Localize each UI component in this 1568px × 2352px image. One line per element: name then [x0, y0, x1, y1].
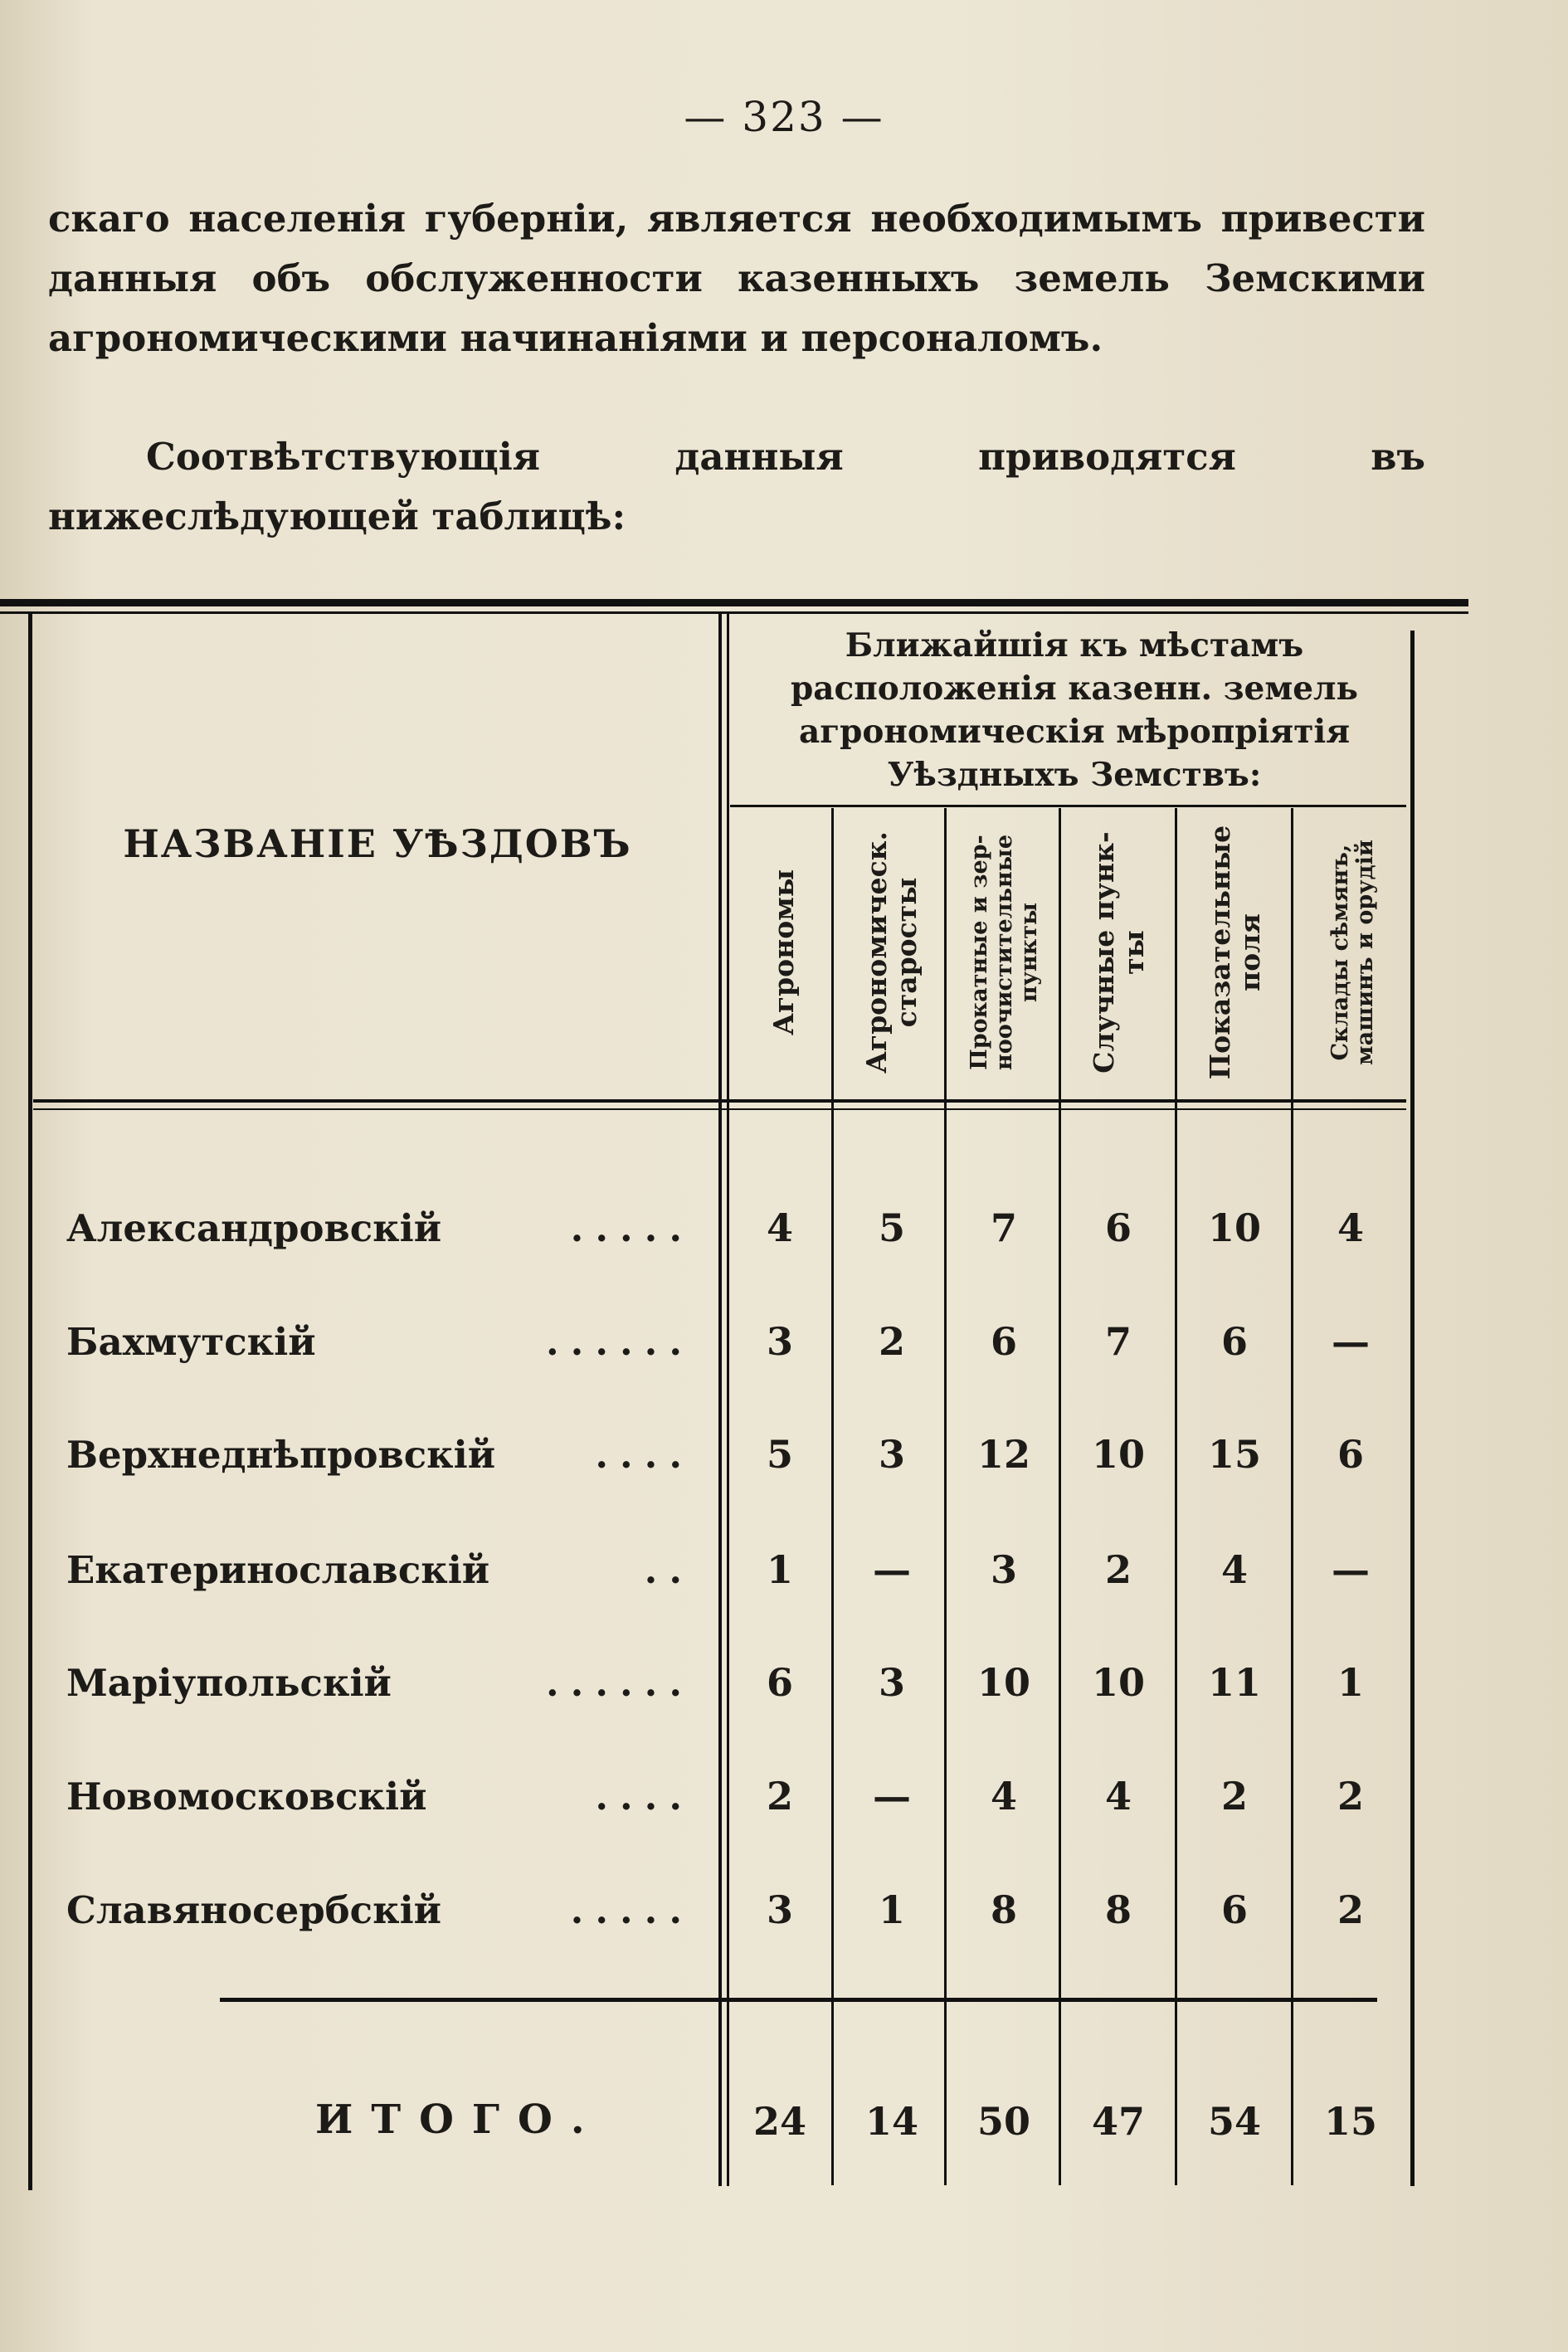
table-cell: 15 [1207, 1432, 1261, 1477]
table-cell: — [1332, 1547, 1370, 1592]
total-cell: 54 [1207, 2099, 1261, 2144]
table-top-rule-thin [0, 611, 1468, 614]
table-cell: 1 [1337, 1660, 1364, 1705]
table-cell: 10 [1091, 1660, 1145, 1705]
table-cell: 8 [1104, 1887, 1132, 1932]
table-intro-paragraph: Соотвѣтствующія данныя приводятся въ нижеслѣдующей таблицѣ: [48, 435, 1425, 538]
table-cell: 4 [990, 1774, 1017, 1819]
table-left-border [28, 614, 32, 2190]
table-top-rule [0, 599, 1468, 606]
table-cell: 4 [766, 1205, 793, 1250]
table-cell: 5 [766, 1432, 793, 1477]
leader-dots: ..... [570, 1887, 694, 1932]
col-divider-4 [1175, 808, 1177, 2185]
table-cell: 1 [878, 1887, 905, 1932]
district-name-header: НАЗВАНІЕ УѢЗДОВЪ [123, 821, 632, 866]
table-row-name [66, 1203, 697, 1253]
table-cell: 7 [990, 1205, 1017, 1250]
total-cell: 14 [864, 2099, 918, 2144]
page-number: — 323 — [684, 93, 884, 141]
table-cell: 6 [1220, 1319, 1248, 1364]
table-cell: 2 [766, 1774, 793, 1819]
table-cell: 10 [1091, 1432, 1145, 1477]
name-column-divider-double [727, 614, 729, 2186]
table-cell: 6 [1337, 1432, 1364, 1477]
table-cell: 12 [976, 1432, 1030, 1477]
leader-dots: .. [644, 1547, 694, 1592]
table-cell: 2 [1337, 1887, 1364, 1932]
table-cell: 2 [1337, 1774, 1364, 1819]
table-cell: — [1332, 1319, 1370, 1364]
col-divider-5 [1291, 808, 1293, 2185]
total-cell: 47 [1091, 2099, 1145, 2144]
table-cell: — [873, 1774, 911, 1819]
table-cell: 3 [766, 1319, 793, 1364]
table-row-name [66, 1771, 697, 1821]
table-right-border [1410, 631, 1415, 2186]
table-cell: 3 [990, 1547, 1017, 1592]
table-cell: 10 [1207, 1205, 1261, 1250]
table-row-name [66, 1429, 697, 1479]
table-cell: — [873, 1547, 911, 1592]
total-cell: 24 [752, 2099, 806, 2144]
col-divider-3 [1059, 808, 1061, 2185]
leader-dots: ..... [570, 1205, 694, 1250]
table-cell: 10 [976, 1660, 1030, 1705]
table-cell: 4 [1337, 1205, 1364, 1250]
column-header-demonstration-fields: Показательные поля [1204, 825, 1267, 1080]
table-cell: 3 [766, 1887, 793, 1932]
table-row-name [66, 1545, 697, 1595]
column-header-warehouses: Склады сѣмянъ, машинъ и орудій [1327, 840, 1378, 1065]
table-cell: 11 [1207, 1660, 1261, 1705]
column-header-agronomists: Агрономы [767, 869, 801, 1036]
table-cell: 2 [1104, 1547, 1132, 1592]
column-header-agronomic-elders: Агрономическ. старосты [860, 830, 923, 1074]
district-name: Бахмутскій [66, 1319, 316, 1364]
table-cell: 6 [1220, 1887, 1248, 1932]
district-name: Верхнеднѣпровскій [66, 1432, 496, 1477]
table-cell: 4 [1220, 1547, 1248, 1592]
measures-group-header: Ближайшія къ мѣстамъ расположенія казенн. земель агрономическія мѣропріятія Уѣздныхъ Земствъ: [790, 626, 1359, 794]
intro-paragraph: скаго населенія губерніи, является необходимымъ привести данныя объ обслуженности казенныхъ земель Земскими агрономическими начинаніями и персоналомъ. [48, 197, 1425, 360]
column-header-breeding-points: Случные пунк- ты [1088, 831, 1150, 1074]
table-cell: 3 [878, 1660, 905, 1705]
district-name: Новомосковскій [66, 1774, 427, 1819]
total-cell: 50 [976, 2099, 1030, 2144]
table-cell: 8 [990, 1887, 1017, 1932]
table-cell: 7 [1104, 1319, 1132, 1364]
leader-dots: .... [595, 1774, 694, 1819]
table-row-name [66, 1658, 697, 1707]
table-cell: 1 [766, 1547, 793, 1592]
table-cell: 3 [878, 1432, 905, 1477]
leader-dots: ...... [546, 1660, 694, 1705]
total-cell: 15 [1323, 2099, 1377, 2144]
table-cell: 6 [1104, 1205, 1132, 1250]
table-cell: 6 [990, 1319, 1017, 1364]
table-cell: 6 [766, 1660, 793, 1705]
leader-dots: ...... [546, 1319, 694, 1364]
table-cell: 2 [878, 1319, 905, 1364]
totals-label: ИТОГО. [315, 2096, 603, 2143]
table-cell: 4 [1104, 1774, 1132, 1819]
leader-dots: .... [595, 1432, 694, 1477]
table-row-name [66, 1885, 697, 1935]
district-name: Александровскій [66, 1205, 442, 1250]
table-row-name [66, 1317, 697, 1366]
district-name: Екатеринославскій [66, 1547, 490, 1592]
totals-rule [220, 1998, 1377, 2002]
table-cell: 5 [878, 1205, 905, 1250]
district-name: Маріупольскій [66, 1660, 392, 1705]
table-cell: 2 [1220, 1774, 1248, 1819]
district-name: Славяносербскій [66, 1887, 442, 1932]
column-header-rental-points: Прокатные и зер- ноочистительные пункты [967, 834, 1043, 1071]
